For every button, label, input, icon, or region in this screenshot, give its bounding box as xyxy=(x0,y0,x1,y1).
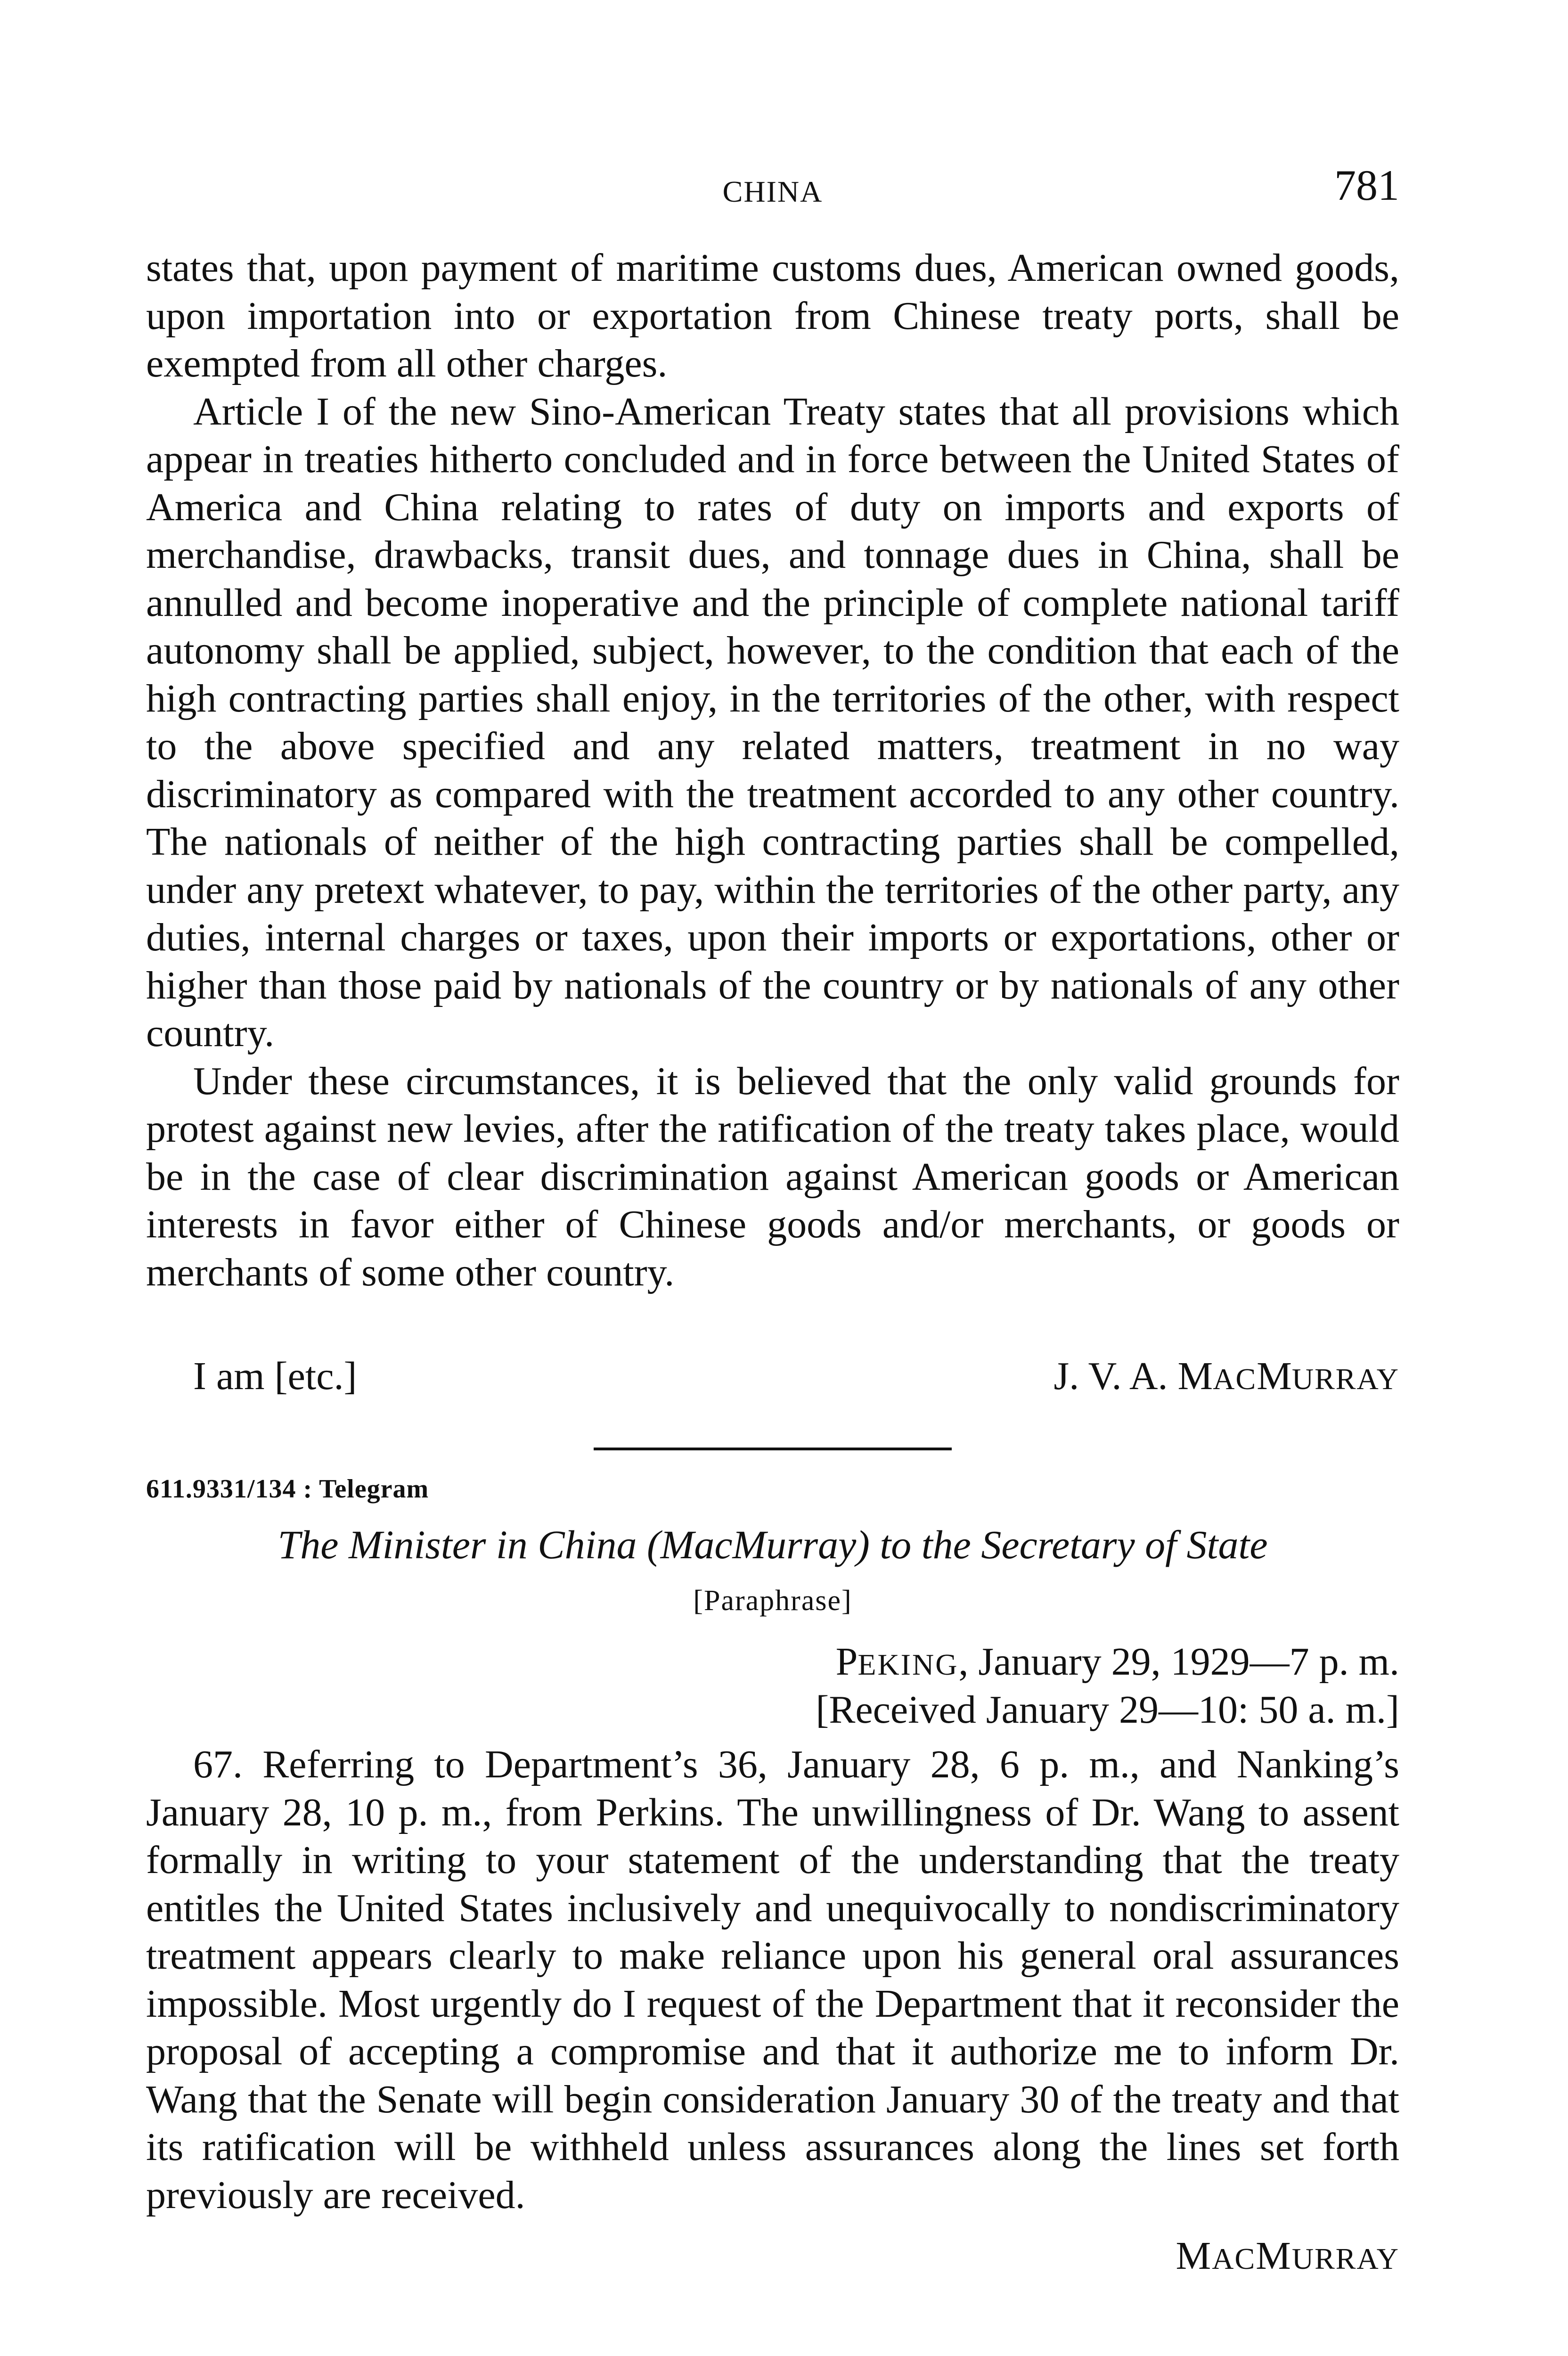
letter-paragraph-article-one: Article I of the new Sino-American Treaty states that all provisions which appear in treaties hitherto concluded and in force between the United States of America and China relating to rates of duty on imports and exports of merchandise, drawbacks, transit dues, and tonnage dues in China, shall be annulled and become inoperative and the principle of complete national tariff autonomy shall be applied, subject, however, to the condition that each of the high contracting parties shall enjoy, in the territories of the other, with respect to the above specified and any related matters, treatment in no way discriminatory as compared with the treatment accorded to any other country. The nationals of neither of the high contracting parties shall be compelled, under any pretext whatever, to pay, within the territories of the other party, any duties, internal charges or taxes, upon their imports or exportations, other or higher than those paid by nationals of the country or by nationals of any other country. xyxy=(146,389,1399,1055)
signature-small-2: URRAY xyxy=(1291,2242,1399,2275)
section-divider xyxy=(594,1448,952,1450)
letter-paragraph-circumstances: Under these circumstances, it is believed that the only valid grounds for protest against new levies, after the ratification of the treaty takes place, would be in the case of clear discrimination against American goods or American interests in favor either of Chinese goods and/or merchants, or goods or merchants of some other country. xyxy=(146,1059,1399,1294)
letter-signature xyxy=(1054,1352,1400,1403)
letter-paragraph-continued: states that, upon payment of maritime customs dues, American owned goods, upon importation into or exportation from Chinese treaty ports, shall be exempted from all other charges. xyxy=(146,246,1399,385)
signature-capital: M xyxy=(1257,1354,1292,1398)
dateline xyxy=(836,1639,1399,1685)
signature-cap-2: M xyxy=(1256,2234,1292,2278)
closing-text: I am [etc.] xyxy=(193,1354,357,1398)
letter-body xyxy=(146,244,1399,1296)
signature-small-1: AC xyxy=(1212,2242,1256,2275)
signature-cap-1: M xyxy=(1176,2234,1212,2278)
file-reference: 611.9331/134 : Telegram xyxy=(146,1474,429,1504)
received-line: [Received January 29—10: 50 a. m.] xyxy=(816,1688,1399,1732)
telegram-body xyxy=(146,1741,1399,2219)
signature-small-caps-2: URRAY xyxy=(1291,1362,1399,1396)
paraphrase-note: [Paraphrase] xyxy=(693,1585,852,1617)
telegram-signature xyxy=(1176,2233,1399,2279)
signature-initials: J. V. A. M xyxy=(1054,1354,1213,1398)
telegram-paragraph: 67. Referring to Department’s 36, January 28, 6 p. m., and Nanking’s January 28, 10 p. m., from Perkins. The unwillingness of Dr. Wang to assent formally in writing to your statement of the understanding that the treaty entitles the United States inclusively and unequivocally to nondiscriminatory treatment appears clearly to make reliance upon his general oral assurances impossible. Most urgently do I request of the Department that it reconsider the proposal of accepting a compromise and that it authorize me to inform Dr. Wang that the Senate will begin consideration January 30 of the treaty and that its ratification will be withheld unless assurances along the lines set forth previously are received. xyxy=(146,1742,1399,2217)
running-title: CHINA xyxy=(722,175,823,208)
place-initial: P xyxy=(835,1640,858,1684)
running-head xyxy=(146,160,1399,212)
page-number: 781 xyxy=(1334,161,1399,209)
signature-small-caps-1: AC xyxy=(1213,1362,1257,1396)
letter-signoff xyxy=(193,1352,1399,1404)
place-name: EKING xyxy=(858,1648,959,1681)
date-time: , January 29, 1929—7 p. m. xyxy=(958,1640,1399,1684)
document-heading: The Minister in China (MacMurray) to the Secretary of State xyxy=(278,1522,1268,1567)
